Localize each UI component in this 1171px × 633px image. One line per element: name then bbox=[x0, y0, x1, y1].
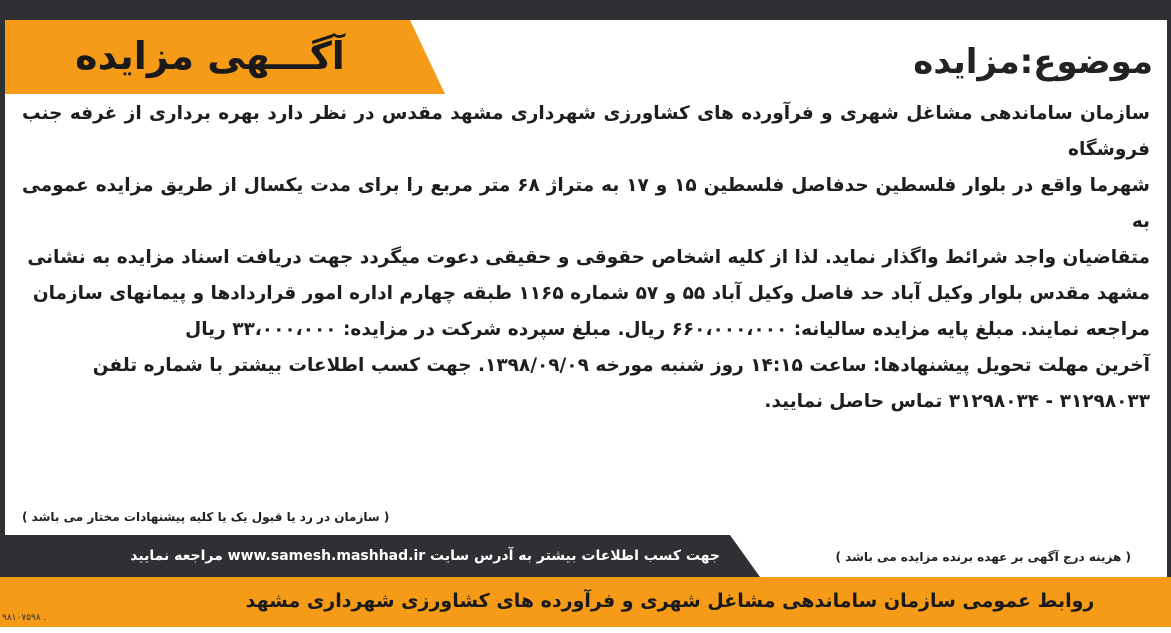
ad-title: آگـــهی مزایده bbox=[75, 34, 345, 78]
left-border bbox=[0, 20, 5, 580]
body-line: مشهد مقدس بلوار وکیل آباد حد فاصل وکیل آباد ۵۵ و ۵۷ شماره ۱۱۶۵ طبقه چهارم اداره امور قراردادها و پیمانهای سازمان bbox=[32, 283, 1150, 304]
body-line: ۳۱۲۹۸۰۳۳ - ۳۱۲۹۸۰۳۴ تماس حاصل نمایید. bbox=[764, 391, 1150, 412]
body-line: شهرما واقع در بلوار فلسطین حدفاصل فلسطین ۱۵ و ۱۷ به متراژ ۶۸ متر مربع را برای مدت یکسال از طریق مزایده عمومی به bbox=[22, 175, 1150, 232]
website-note: جهت کسب اطلاعات بیشتر به آدرس سایت www.samesh.mashhad.ir مراجعه نمایید bbox=[130, 548, 720, 564]
ad-cost-note: ( هزینه درج آگهی بر عهده برنده مزایده می باشد ) bbox=[835, 550, 1131, 564]
ad-body-text bbox=[22, 96, 1150, 426]
footer-public-relations: روابط عمومی سازمان ساماندهی مشاغل شهری و فرآورده های کشاورزی شهرداری مشهد bbox=[245, 590, 1095, 612]
right-border bbox=[1167, 20, 1171, 580]
body-line: مراجعه نمایند. مبلغ پایه مزایده سالیانه: ۶۶۰،۰۰۰،۰۰۰ ریال. مبلغ سپرده شرکت در مزایده: ۳۳،۰۰۰،۰۰۰ ریال bbox=[185, 319, 1150, 340]
top-dark-bar bbox=[0, 0, 1171, 20]
body-line: متقاضیان واجد شرائط واگذار نماید. لذا از کلیه اشخاص حقوقی و حقیقی دعوت میگردد جهت دریافت اسناد مزایده به نشانی bbox=[27, 247, 1150, 268]
body-line: آخرین مهلت تحویل پیشنهادها: ساعت ۱۴:۱۵ روز شنبه مورخه ۱۳۹۸/۰۹/۰۹. جهت کسب اطلاعات بیشتر با شماره تلفن bbox=[92, 355, 1150, 376]
body-line: سازمان ساماندهی مشاغل شهری و فرآورده های کشاورزی شهرداری مشهد مقدس در نظر دارد بهره برداری از غرفه جنب فروشگاه bbox=[22, 103, 1150, 160]
ad-code: ۹۸۱۰۷۵۹۸ . bbox=[2, 613, 47, 623]
subject-heading: موضوع:مزایده bbox=[913, 42, 1153, 82]
rejection-rights-note: ( سازمان در رد یا قبول یک یا کلیه پیشنهادات مختار می باشد ) bbox=[22, 510, 390, 524]
